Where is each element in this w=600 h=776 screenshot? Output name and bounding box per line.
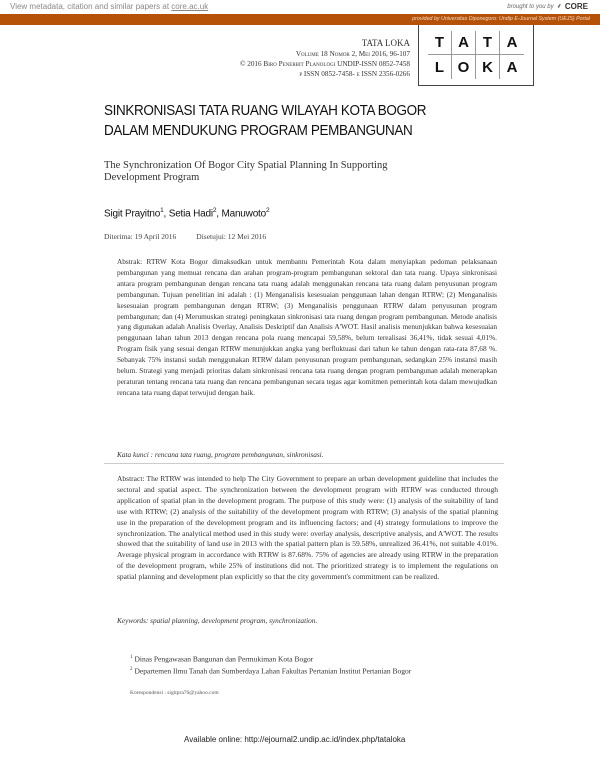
footnote <box>130 665 411 677</box>
author-affiliation: 1 <box>160 207 164 214</box>
metadata-label: View metadata, citation and similar papers at <box>10 2 170 11</box>
provider-bar <box>0 14 600 25</box>
tata-loka-logo <box>418 25 534 86</box>
logo-letter: O <box>452 55 476 79</box>
core-logo-icon: ⸙ <box>556 3 562 10</box>
provided-by-text: provided by Universitas Diponegoro: Undip E-Journal System (UEJS) Portal <box>412 16 590 22</box>
journal-info <box>240 37 410 79</box>
author-name: Sigit Prayitno <box>104 208 161 220</box>
logo-letter: T <box>428 31 452 55</box>
subtitle-line-1: The Synchronization Of Bogor City Spatial Planning In Supporting <box>104 160 388 171</box>
journal-copyright: © 2016 Biro Penerbit Planologi UNDIP-ISSN 0852-7458 <box>239 60 410 68</box>
keywords-indonesian: Kata kunci : rencana tata ruang, program pembangunan, sinkronisasi. <box>117 450 324 459</box>
core-metadata-text <box>10 2 208 11</box>
footnote <box>130 653 411 665</box>
author-name: Manuwoto <box>221 208 266 220</box>
affiliation-footnotes <box>130 653 411 677</box>
footnote-text: Dinas Pengawasan Bangunan dan Permukiman Kota Bogor <box>134 654 314 664</box>
author-affiliation: 2 <box>212 207 217 214</box>
keywords-english: Keywords: spatial planning, development program, synchronization. <box>117 616 318 625</box>
author-affiliation: 2 <box>266 207 270 214</box>
article-title <box>104 101 495 141</box>
core-header <box>0 0 600 14</box>
subtitle-line-2: Development Program <box>104 172 200 183</box>
logo-letter: T <box>476 31 500 55</box>
footnote-text: Departemen Ilmu Tanah dan Sumberdaya Lahan Fakultas Pertanian Institut Pertanian Bogor <box>134 666 412 676</box>
core-logo: CORE <box>564 2 588 11</box>
divider <box>104 463 504 464</box>
logo-letter: K <box>476 55 500 79</box>
available-online-url[interactable]: Available online: http://ejournal2.undip.ac.id/index.php/tataloka <box>184 735 406 744</box>
footnote-marker: 2 <box>130 667 133 672</box>
logo-letter: A <box>500 31 524 55</box>
logo-letter: A <box>452 31 476 55</box>
author-list: Sigit Prayitno$^1$, Setia Hadi$^2$, Manuwoto$^2$ <box>104 207 270 220</box>
author-name: Setia Hadi <box>168 208 213 220</box>
footnote-marker: 1 <box>130 655 133 660</box>
abstract-english: Abstract: The RTRW was intended to help The City Government to prepare an urban development guideline that includes the sectoral and spatial aspect. The synchronization between the development program with RTRW was conducted through application of spatial plan in the development program. The purpose of this study were: (1) analysis of the suitability of land use with RTRW; (2) analysis of the suitability of the development program with RTRW; (3) analysis of the spatial planning use in the preparation of the development program and its influencing factors; and (4) strategy formulations to improve the synchronization. The analytical method used in this study were: overlay analysis, descriptive analysis, and A'WOT. The results showed that the suitability of land use in 2013 with the spatial pattern plan is 59.58%, unrealized 36.41%, not suitable 4.01%. Average physical program in accordance with RTRW is 87.68%. 75% of agencies are already using RTRW in the preparation of the development program, while 25% of institutions did not. The prioritized strategy is to implement the regulations on spatial planning and development plan explicitly so that the city government's commitment can be realized. <box>117 474 498 582</box>
abstract-indonesian: Abstrak: RTRW Kota Bogor dimaksudkan untuk membantu Pemerintah Kota dalam menyiapkan pedoman pelaksanaan pembangunan yang memuat rencana dan arahan program-program pembangunan sektoral dan tata ruang. Upaya sinkronisasi antara program pembangunan dengan rencana tata ruang adalah menggunakan rencana tata ruang dalam penyusunan program pembangunan. Tujuan penelitian ini adalah : (1) Menganalisis kesesuaian penggunaan lahan dengan RTRW; (2) Menganalisis kesesuaian program pembangunan dengan RTRW; (3) Menganalisis penggunaan RTRW dalam penyusunan program pembangunan; dan (4) Merumuskan strategi peningkatan sinkronisasi tata ruang dengan program pembangunan. Metode analisis yang digunakan adalah Analisis Overlay, Analisis Deskriptif dan Analisis A'WOT. Hasil analisis menunjukkan bahwa kesesuaian penggunaan lahan tahun 2013 dengan rencana pola ruang mencapai 59,58%, belum terealisasi 36,41%, tidak sesuai 4,01%. Program fisik yang sesuai dengan RTRW menunjukkan angka yang berfluktuasi dari tahun ke tahun dengan rata-rata 87,68 %. Sebanyak 75% instansi sudah menggunakan RTRW dalam penyusunan program pembangunan, sedangkan 25% instansi masih belum. Strategi yang menjadi prioritas dalam sinkronisasi rencana tata ruang dengan program pembangunan adalah menerapkan peraturan tentang rencana tata ruang dan rencana pembangunan secara tegas agar komitmen pemerintah kota dalam mewujudkan rencana tata ruang dapat terwujud dengan baik. <box>117 257 497 397</box>
logo-grid <box>428 31 524 79</box>
logo-letter: A <box>506 58 518 76</box>
article-subtitle <box>104 160 424 184</box>
title-line-2: DALAM MENDUKUNG PROGRAM PEMBANGUNAN <box>104 123 413 139</box>
logo-letter: L <box>428 55 452 79</box>
journal-volume: Volume 18 Nomor 2, Mei 2016, 96-107 <box>295 50 410 58</box>
article-dates <box>104 232 266 241</box>
title-line-1: SINKRONISASI TATA RUANG WILAYAH KOTA BOGOR <box>104 103 427 119</box>
correspondence-email: Korespondensi : sigitpra76@yahoo.com <box>130 690 219 696</box>
journal-name: TATA LOKA <box>361 38 410 48</box>
accepted-date: Disetujui: 12 Mei 2016 <box>196 232 267 241</box>
core-brand[interactable] <box>507 2 588 11</box>
journal-issn: p ISSN 0852-7458- e ISSN 2356-0266 <box>299 70 410 78</box>
core-link[interactable]: core.ac.uk <box>171 2 209 11</box>
received-date: Diterima: 19 April 2016 <box>104 232 177 241</box>
brought-by-label: brought to you by <box>507 3 554 10</box>
